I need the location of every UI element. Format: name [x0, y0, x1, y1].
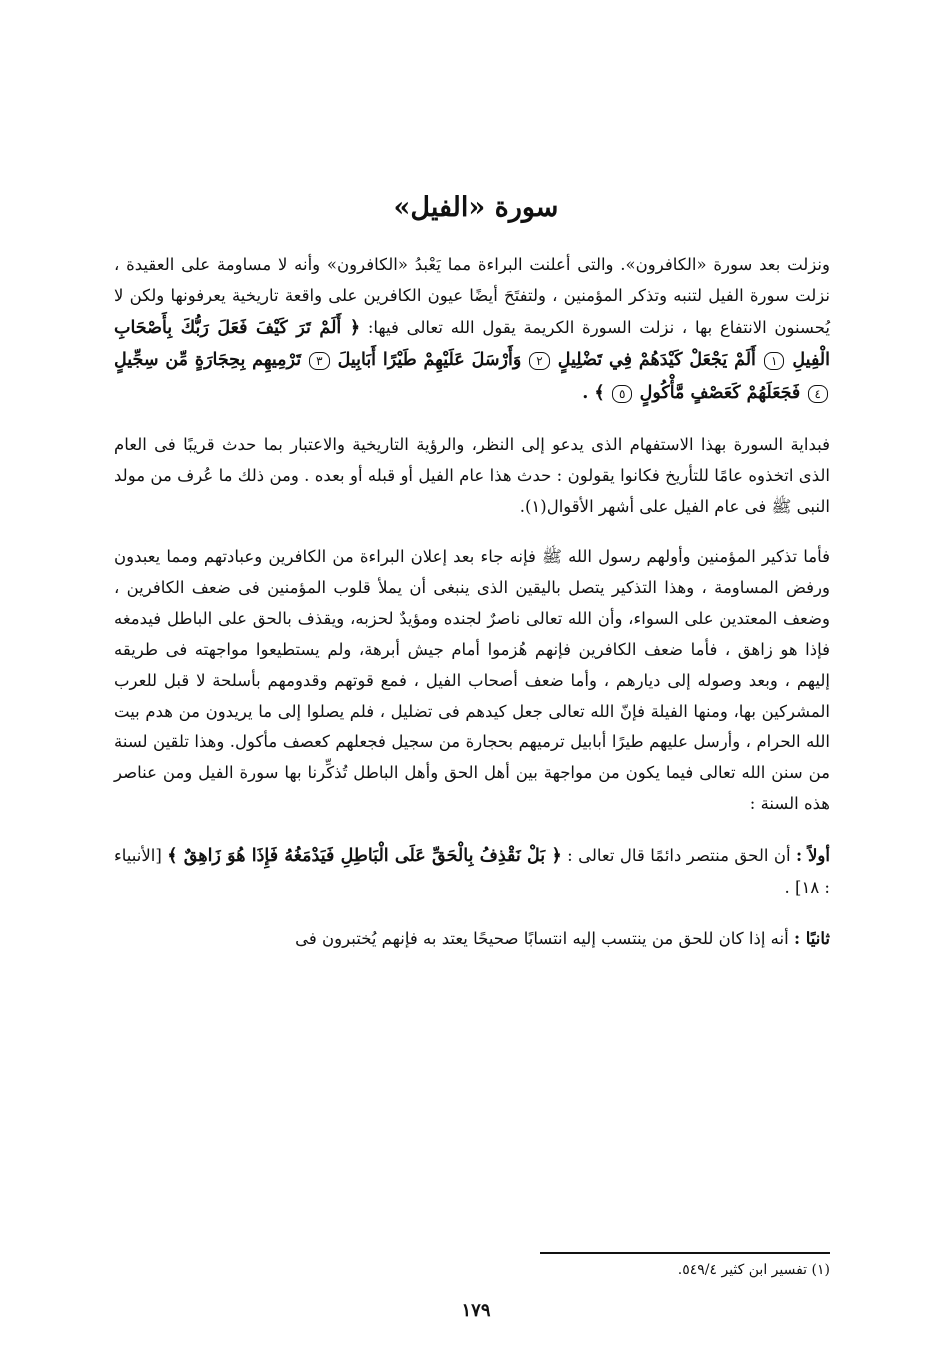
- point-1-reference: [الأنبياء : ١٨] .: [114, 845, 830, 897]
- verse-closing: ﴾ .: [582, 383, 605, 404]
- page-number: ١٧٩: [461, 1300, 491, 1321]
- point-2: [114, 924, 830, 955]
- paragraph-1-intro: ونزلت بعد سورة «الكافرون». والتى أعلنت البراءة مما يَعْبدُ «الكافرون» وأنه لا مساومة على العقيدة ، نزلت سورة الفيل لتنبه وتذكر المؤمنين ، ولتفتَحَ أيضًا عيون الكافرين على واقعة تاريخية يعرفونها ولكن لا يُحسنون الانتفاع بها ، نزلت السورة الكريمة يقول الله تعالى فيها:: [114, 255, 830, 337]
- verse-number-4: ٤: [808, 385, 828, 403]
- verse-4: تَرْمِيهِم بِحِجَارَةٍ مِّن سِجِّيلٍ: [114, 350, 302, 371]
- paragraph-3: فأما تذكير المؤمنين وأولهم رسول الله ﷺ فإنه جاء بعد إعلان البراءة من الكافرين وعبادتهم ومما يعبدون ورفض المساومة ، وهذا التذكير يتصل باليقين الذى ينبغى أن يملأ قلوب المؤمنين فى ضعف الكافرين ، وضعف المعتدين على السواء، وأن الله تعالى ناصرٌ لجنده ومؤيدٌ لحزبه، ويقذف بالحق على الباطل فيدمغه فإذا هو زاهق ، فأما ضعف الكافرين فإنهم هُزموا أمام جيش أبرهة، ولم يستطيعوا مواجهته فى طريقه إليهم ، وبعد وصوله إلى ديارهم ، وأما ضعف أصحاب الفيل ، فمع قوتهم وقدومهم بأسلحة لا قبل للعرب المشركين بها، ومنها الفيلة فإنّ الله تعالى جعل كيدهم فى تضليل ، فلم يصلوا إلى ما يريدون من هدم بيت الله الحرام ، وأرسل عليهم طيرًا أبابيل ترميهم بحجارة من سجيل فجعلهم كعصف مأكول. وهذا تلقين لسنة من سنن الله تعالى فيما يكون من مواجهة بين أهل الحق وأهل الباطل تُذكِّرنا بها سورة الفيل ومن عناصر هذه السنة :: [114, 547, 830, 814]
- footnote: (١) تفسير ابن كثير ٥٤٩/٤.: [677, 1262, 830, 1278]
- verse-number-5: ٥: [612, 385, 632, 403]
- point-1: [114, 840, 830, 904]
- paragraph-1: [114, 250, 830, 410]
- verse-number-1: ١: [764, 352, 784, 370]
- verse-number-3: ٣: [309, 352, 329, 370]
- footnote-divider: [540, 1252, 830, 1254]
- paragraph-2: فبداية السورة بهذا الاستفهام الذى يدعو إلى النظر، والرؤية التاريخية والاعتبار بما حدث قريبًا فى العام الذى اتخذوه عامًا للتأريخ فكانوا يقولون : حدث هذا عام الفيل أو قبله أو بعده . ومن ذلك ما عُرف من مولد النبى ﷺ فى عام الفيل على أشهر الأقوال(١).: [114, 434, 830, 516]
- point-2-text: أنه إذا كان للحق من ينتسب إليه انتسابًا صحيحًا يعتد به فإنهم يُختبرون فى: [295, 928, 789, 948]
- verse-5: فَجَعَلَهُمْ كَعَصْفٍ مَّأْكُولٍ: [639, 383, 801, 404]
- verse-number-2: ٢: [529, 352, 549, 370]
- verse-2: أَلَمْ يَجْعَلْ كَيْدَهُمْ فِي تَضْلِيلٍ: [557, 350, 756, 371]
- verse-1: ﴿ أَلَمْ تَرَ كَيْفَ فَعَلَ رَبُّكَ بِأَصْحَابِ الْفِيلِ: [114, 317, 830, 371]
- point-1-text: أن الحق منتصر دائمًا قال تعالى :: [567, 845, 791, 865]
- page-title: سورة «الفيل»: [393, 192, 559, 223]
- point-1-label: أولاً :: [796, 845, 830, 865]
- verse-3: وَأَرْسَلَ عَلَيْهِمْ طَيْرًا أَبَابِيلَ: [337, 350, 522, 371]
- point-1-verse: ﴿ بَلْ نَقْذِفُ بِالْحَقِّ عَلَى الْبَاطِلِ فَيَدْمَغُهُ فَإِذَا هُوَ زَاهِقٌ ﴾: [167, 845, 562, 866]
- body-text: [114, 250, 830, 974]
- point-2-label: ثانيًا :: [793, 928, 830, 948]
